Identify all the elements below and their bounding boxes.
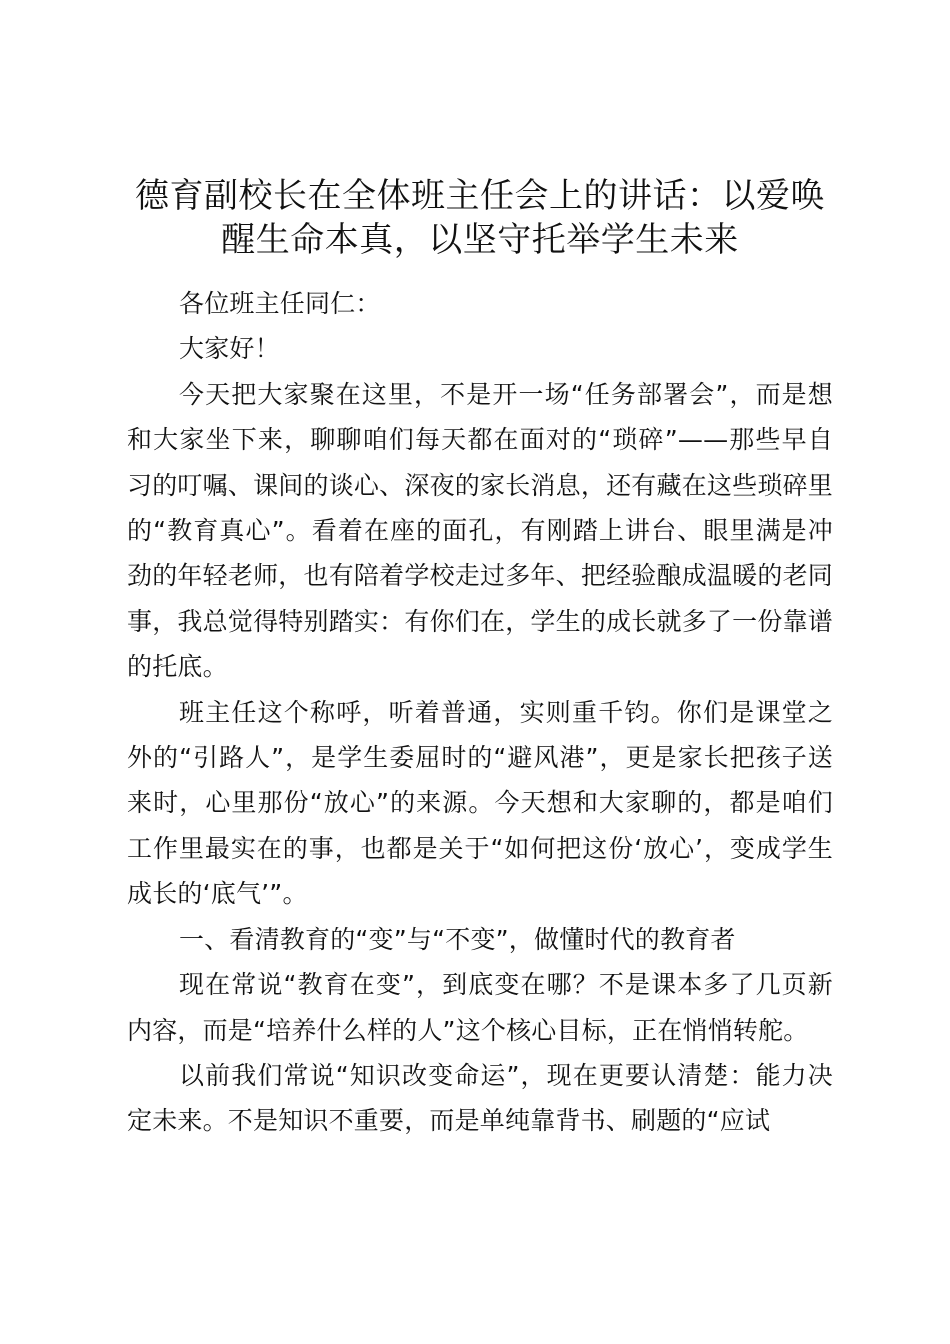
document-body [127, 281, 833, 1144]
paragraph-salutation: 各位班主任同仁： [179, 289, 381, 318]
paragraph-change: 现在常说“教育在变”，到底变在哪？不是课本多了几页新内容，而是“培养什么样的人”这个核心目标，正在悄悄转舵。 [127, 970, 833, 1045]
document-title: 德育副校长在全体班主任会上的讲话：以爱唤醒生命本真，以坚守托举学生未来 [135, 176, 825, 260]
paragraph-ability: 以前我们常说“知识改变命运”，现在更要认清楚：能力决定未来。不是知识不重要，而是单纯靠背书、刷题的“应试 [127, 1060, 833, 1136]
section-heading-1: 一、看清教育的“变”与“不变”，做懂时代的教育者 [179, 924, 736, 954]
paragraph-greeting: 大家好！ [179, 334, 280, 364]
paragraph-role: 班主任这个称呼，听着普通，实则重千钧。你们是课堂之外的“引路人”，是学生委屈时的“避风港”，更是家长把孩子送来时，心里那份“放心”的来源。今天想和大家聊的，都是咱们工作里最实在的事，也都是关于“如何把这份‘放心’，变成学生成长的‘底气’”。 [127, 697, 833, 909]
paragraph-opening: 今天把大家聚在这里，不是开一场“任务部署会”，而是想和大家坐下来，聊聊咱们每天都在面对的“琐碎”——那些早自习的叮嘱、课间的谈心、深夜的家长消息，还有藏在这些琐碎里的“教育真心”。看着在座的面孔，有刚踏上讲台、眼里满是冲劲的年轻老师，也有陪着学校走过多年、把经验酿成温暖的老同事，我总觉得特别踏实：有你们在，学生的成长就多了一份靠谱的托底。 [127, 379, 833, 682]
